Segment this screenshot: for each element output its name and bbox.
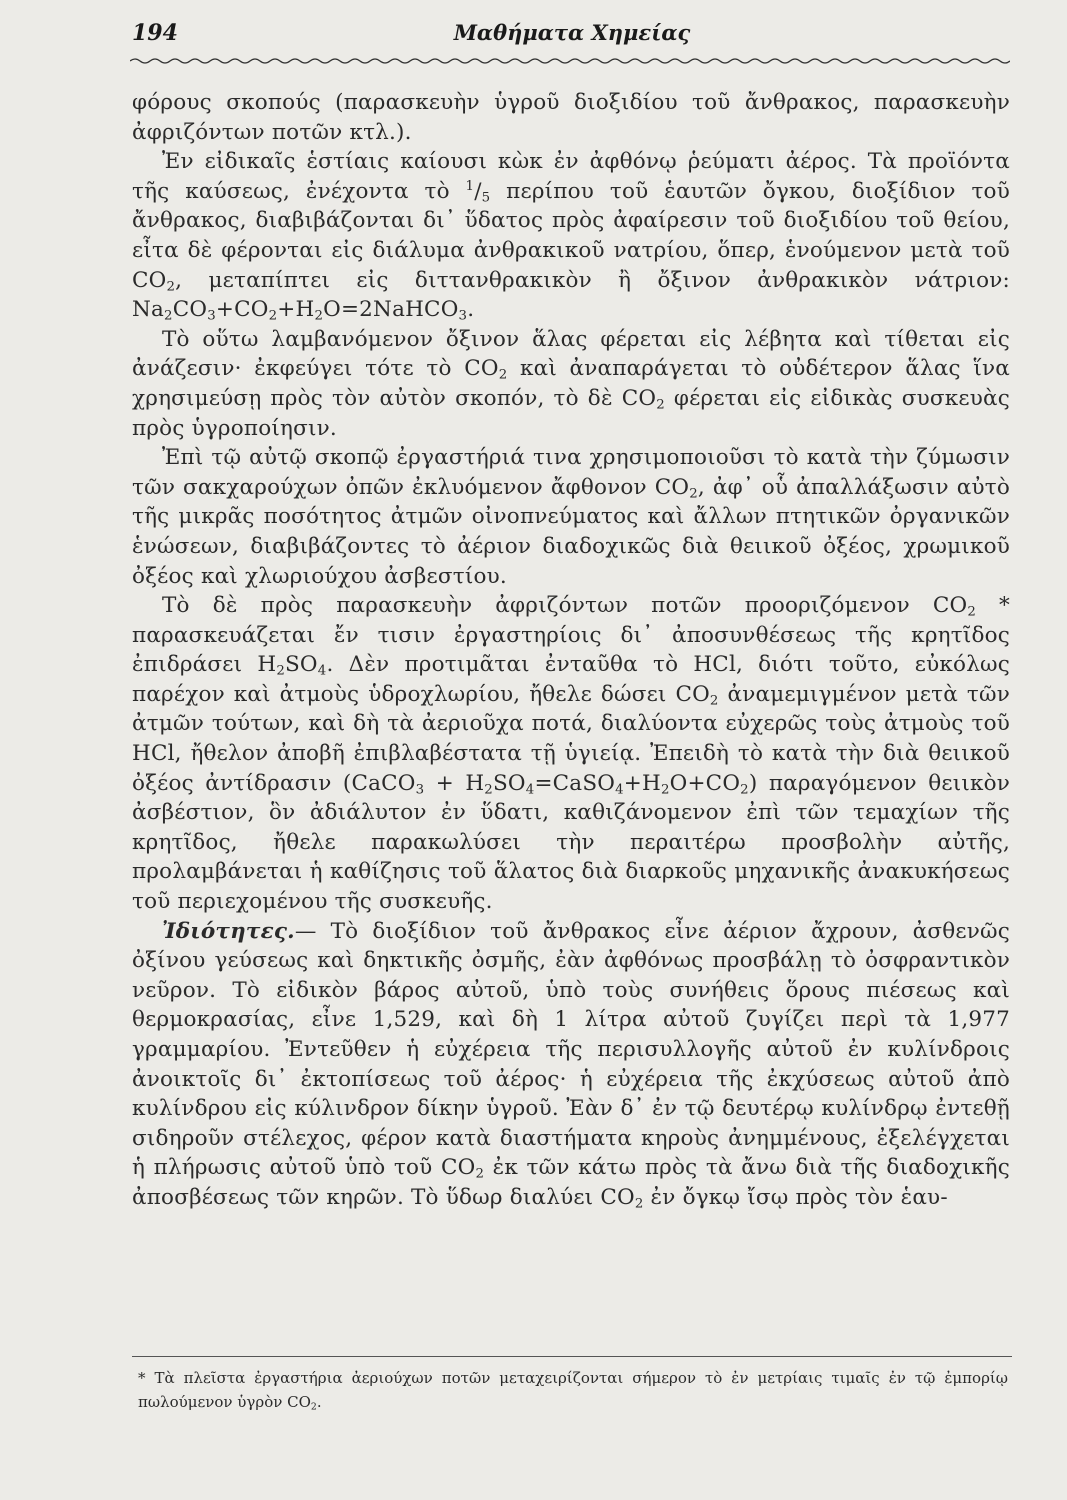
text-run: ἀναμεμιγμένον μετὰ τῶν ἀτμῶν τούτων, καὶ δὴ τὰ ἀεριοῦχα ποτά, διαλύοντα εὐχερῶς τοὺς ἀτμοὺς τοῦ HCl, ἤθελον ἀποβῆ ἐπιβλαβέστατα τῇ ὑγιείᾳ. Ἐπειδὴ τὸ κατὰ τὴν διὰ θειικοῦ ὀξέος ἀντίδρασιν (CaCO: [132, 681, 1010, 796]
text-run: CO: [172, 297, 208, 323]
footnote: [138, 1366, 1008, 1414]
text-run: καὶ ἀναπαράγεται τὸ οὐδέτερον ἅλας ἵνα χρησιμεύσῃ πρὸς τὸν αὐτὸν σκοπόν, τὸ δὲ CO: [132, 356, 1010, 411]
text-run: , μεταπίπτει εἰς διττανθρακικὸν ἢ ὄξινον ἀνθρακικὸν νάτριον: Na: [132, 267, 1010, 323]
subscript: 3: [207, 308, 216, 324]
text-run: +H: [623, 770, 661, 796]
subscript: 2: [475, 1166, 485, 1182]
text-run: O=2NaHCO: [323, 297, 459, 323]
running-title: Μαθήματα Χημείας: [453, 20, 691, 45]
subscript: 2: [484, 781, 493, 797]
text-run: . Δὲν προτιμᾶται ἐνταῦθα τὸ HCl, διότι τοῦτο, εὐκόλως παρέχον καὶ ἀτμοὺς ὑδροχλωρίου, ἤθελε δώσει CO: [132, 652, 1010, 707]
text-run: + H: [424, 770, 485, 796]
paragraph: [132, 325, 1010, 443]
page-header: [132, 20, 1012, 52]
text-run: ) παραγόμενον θειικὸν ἀσβέστιον, ὃν ἀδιάλυτον ἐν ὕδατι, καθιζάνομενον ἐπὶ τῶν τεμαχίων τῆς κρητῖδος, ἤθελε παρακωλύσει τὴν περαιτέρω προσβολὴν αὐτῆς, προλαμβάνεται ἡ καθίζησις τοῦ ἅλατος διὰ διαρκοῦς μηχανικῆς ἀνακυκήσεως τοῦ περιεχομένου τῆς συσκευῆς.: [132, 770, 1011, 915]
text-run: /: [474, 178, 482, 204]
paragraph: [132, 88, 1010, 147]
section-run-in-heading: Ἰδιότητες.: [162, 918, 295, 944]
subscript: 2: [310, 1401, 317, 1413]
subscript: 4: [615, 781, 624, 797]
paragraph: [132, 917, 1010, 1213]
text-run: SO: [285, 652, 318, 678]
text-run: Τὸ δὲ πρὸς παρασκευὴν ἀφριζόντων ποτῶν προοριζόμενον CO: [162, 593, 968, 619]
header-wavy-rule: [130, 56, 1010, 66]
text-run: , ἀφ᾽ οὗ ἀπαλλάξωσιν αὐτὸ τῆς μικρᾶς ποσότητος ἀτμῶν οἰνοπνεύματος καὶ ἄλλων πτητικῶν ὀργανικῶν ἑνώσεων, διαβιβάζοντες τὸ ἀέριον διαδοχικῶς διὰ θειικοῦ ὀξέος, χρωμικοῦ ὀξέος καὶ χλωριούχου ἀσβεστίου.: [132, 474, 1010, 589]
subscript: 3: [458, 308, 468, 324]
text-run: .: [316, 1393, 322, 1411]
text-run: +CO: [215, 297, 269, 323]
text-run: * Τὰ πλεῖστα ἐργαστήρια ἀεριούχων ποτῶν μεταχειρίζονται σήμερον τὸ ἐν μετρίαις τιμαῖς ἐν τῷ ἐμπορίῳ πωλούμενον ὑγρὸν CO: [138, 1369, 1008, 1411]
text-run: SO: [492, 770, 526, 796]
text-run: ἐκ τῶν κάτω πρὸς τὰ ἄνω διὰ τῆς διαδοχικῆς ἀποσβέσεως τῶν κηρῶν. Τὸ ὕδωρ διαλύει CO: [132, 1155, 1010, 1210]
paragraph: [132, 443, 1010, 591]
superscript: 1: [465, 178, 475, 194]
subscript: 2: [276, 663, 285, 679]
subscript: 3: [415, 781, 425, 797]
page-number: 194: [132, 20, 178, 46]
subscript: 2: [967, 604, 977, 620]
paragraph: [132, 591, 1010, 917]
text-run: περίπου τοῦ ἑαυτῶν ὄγκου, διοξίδιον τοῦ ἄνθρακος, διαβιβάζονται δι᾽ ὕδατος πρὸς ἀφαίρεσιν τοῦ διοξιδίου τοῦ θείου, εἶτα δὲ φέρονται εἰς διάλυμα ἀνθρακικοῦ νατρίου, ὅπερ, ἑνούμενον μετὰ τοῦ CO: [132, 178, 1010, 293]
subscript: 2: [689, 486, 698, 502]
paragraph: [132, 147, 1010, 325]
text-run: ἐν ὄγκῳ ἴσῳ πρὸς τὸν ἑαυ-: [643, 1184, 948, 1210]
body-text: [132, 88, 1010, 1213]
subscript: 5: [481, 190, 491, 206]
subscript: 2: [164, 308, 173, 324]
subscript: 4: [317, 663, 327, 679]
text-run: φέρεται εἰς εἰδικὰς συσκευὰς πρὸς ὑγροποίησιν.: [132, 385, 1010, 441]
text-run: .: [467, 297, 475, 323]
subscript: 2: [740, 781, 749, 797]
subscript: 2: [314, 308, 324, 324]
text-run: * παρασκευάζεται ἔν τισιν ἐργαστηρίοις δι᾽ ἀποσυνθέσεως τῆς κρητῖδος ἐπιδράσει H: [132, 593, 1011, 678]
subscript: 2: [709, 693, 719, 709]
text-run: +H: [277, 297, 315, 323]
subscript: 2: [166, 278, 176, 294]
text-run: Τὸ οὕτω λαμβανόμενον ὄξινον ἅλας φέρεται εἰς λέβητα καὶ τίθεται εἰς ἀνάζεσιν· ἐκφεύγει τότε τὸ CO: [132, 326, 1010, 382]
text-run: Ἐν εἰδικαῖς ἑστίαις καίουσι κὼκ ἐν ἀφθόνῳ ῥεύματι ἀέρος. Τὰ προϊόντα τῆς καύσεως, ἐνέχοντα τὸ: [132, 149, 1010, 204]
subscript: 4: [525, 781, 535, 797]
subscript: 2: [656, 397, 665, 413]
text-run: =CaSO: [534, 770, 616, 796]
footnote-rule: [132, 1356, 1012, 1357]
text-run: φόρους σκοπούς (παρασκευὴν ὑγροῦ διοξιδίου τοῦ ἄνθρακος, παρασκευὴν ἀφριζόντων ποτῶν κτλ.).: [132, 90, 1010, 145]
text-run: — Τὸ διοξίδιον τοῦ ἄνθρακος εἶνε ἀέριον ἄχρουν, ἀσθενῶς ὀξίνου γεύσεως καὶ δηκτικῆς ὀσμῆς, ἐὰν ἀφθόνως προσβάλῃ τὸ ὀσφραντικὸν νεῦρον. Τὸ εἰδικὸν βάρος αὐτοῦ, ὑπὸ τοὺς συνήθεις ὅρους πιέσεως καὶ θερμοκρασίας, εἶνε 1,529, καὶ δὴ 1 λίτρα αὐτοῦ ζυγίζει περὶ τὰ 1,977 γραμμαρίου. Ἐντεῦθεν ἡ εὐχέρεια τῆς περισυλλογῆς αὐτοῦ ἐν κυλίνδροις ἀνοικτοῖς δι᾽ ἐκτοπίσεως τοῦ ἀέρος· ἡ εὐχέρεια τῆς ἐκχύσεως αὐτοῦ ἀπὸ κυλίνδρου εἰς κύλινδρον δίκην ὑγροῦ. Ἐὰν δ᾽ ἐν τῷ δευτέρῳ κυλίνδρῳ ἐντεθῇ σιδηροῦν στέλεχος, φέρον κατὰ διαστήματα κηροὺς ἀνημμένους, ἐξελέγχεται ἡ πλήρωσις αὐτοῦ ὑπὸ τοῦ CO: [132, 918, 1010, 1181]
subscript: 2: [268, 308, 278, 324]
text-run: O+CO: [669, 770, 741, 796]
subscript: 2: [498, 367, 508, 383]
subscript: 2: [634, 1196, 644, 1212]
subscript: 2: [660, 781, 670, 797]
text-run: Ἐπὶ τῷ αὐτῷ σκοπῷ ἐργαστήριά τινα χρησιμοποιοῦσι τὸ κατὰ τὴν ζύμωσιν τῶν σακχαρούχων ὀπῶν ἐκλυόμενον ἄφθονον CO: [132, 445, 1010, 500]
